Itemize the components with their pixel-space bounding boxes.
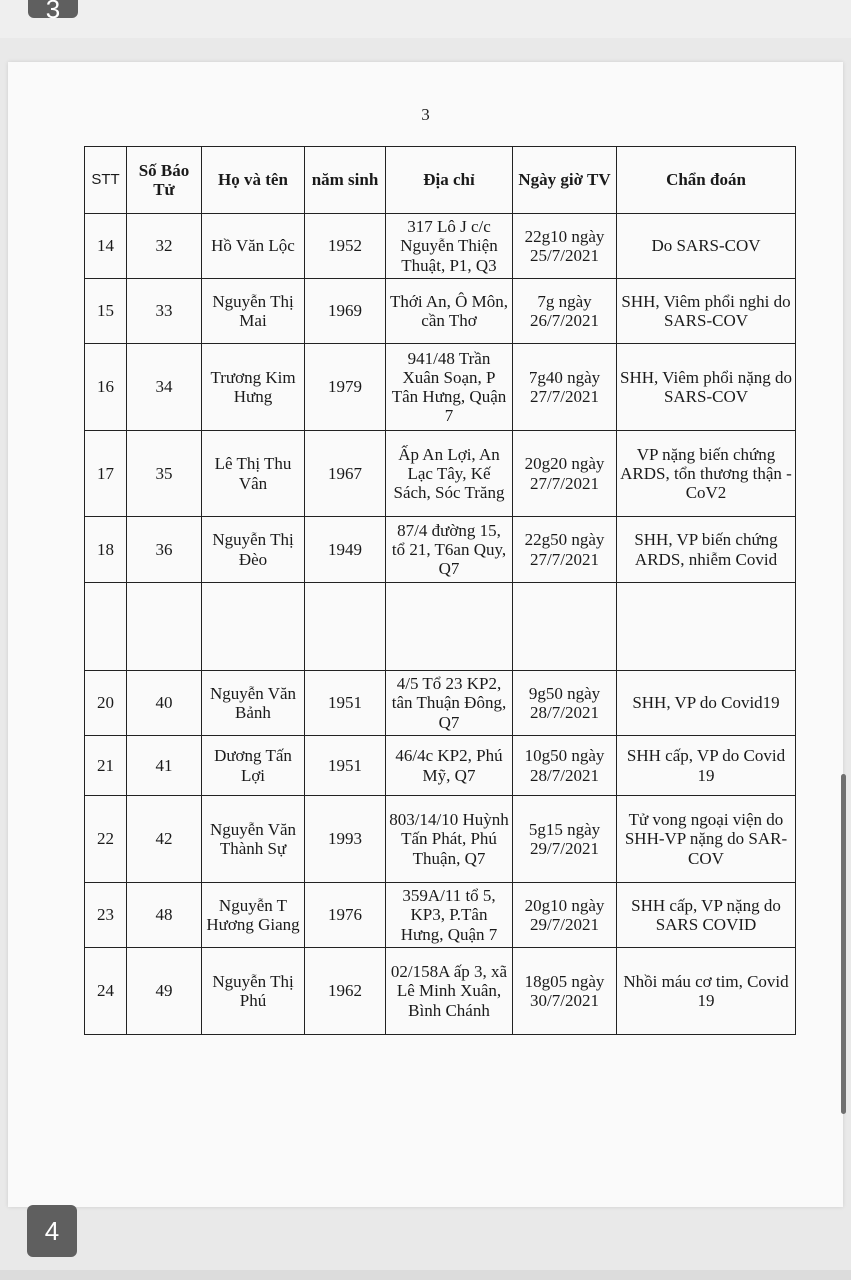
header-so-bao-tu: Số Báo Tử <box>127 147 202 214</box>
cell-stt: 18 <box>85 517 127 583</box>
table-body <box>85 214 796 1035</box>
cell-stt: 15 <box>85 279 127 344</box>
cell-ho-ten: Dương Tấn Lợi <box>202 736 305 796</box>
table-row <box>85 583 796 671</box>
cell-dia-chi: 359A/11 tổ 5, KP3, P.Tân Hưng, Quận 7 <box>386 883 513 948</box>
cell-chan-doan: VP nặng biến chứng ARDS, tổn thương thận - CoV2 <box>617 431 796 517</box>
cell-so-bao-tu: 48 <box>127 883 202 948</box>
table-header-row <box>85 147 796 214</box>
cell-chan-doan: SHH, VP do Covid19 <box>617 671 796 736</box>
cell-ngay-gio: 22g50 ngày 27/7/2021 <box>513 517 617 583</box>
cell-so-bao-tu: 36 <box>127 517 202 583</box>
table-row <box>85 671 796 736</box>
cell-dia-chi: Ấp An Lợi, An Lạc Tây, Kế Sách, Sóc Trăng <box>386 431 513 517</box>
cell-ngay-gio: 20g20 ngày 27/7/2021 <box>513 431 617 517</box>
cell-so-bao-tu: 32 <box>127 214 202 279</box>
table-row <box>85 279 796 344</box>
page-badge[interactable]: 4 <box>27 1205 77 1257</box>
table-row <box>85 883 796 948</box>
cell-nam-sinh: 1976 <box>305 883 386 948</box>
cell-nam-sinh: 1951 <box>305 671 386 736</box>
cell-stt <box>85 583 127 671</box>
cell-ngay-gio: 5g15 ngày 29/7/2021 <box>513 796 617 883</box>
cell-so-bao-tu <box>127 583 202 671</box>
header-chan-doan: Chẩn đoán <box>617 147 796 214</box>
cell-ngay-gio: 20g10 ngày 29/7/2021 <box>513 883 617 948</box>
cell-stt: 20 <box>85 671 127 736</box>
table-row <box>85 517 796 583</box>
page-number: 3 <box>421 105 430 124</box>
cell-stt: 22 <box>85 796 127 883</box>
header-dia-chi: Địa chỉ <box>386 147 513 214</box>
cell-so-bao-tu: 35 <box>127 431 202 517</box>
cell-ngay-gio: 18g05 ngày 30/7/2021 <box>513 948 617 1035</box>
header-stt: STT <box>85 147 127 214</box>
cell-ngay-gio: 9g50 ngày 28/7/2021 <box>513 671 617 736</box>
cell-so-bao-tu: 34 <box>127 344 202 431</box>
cell-chan-doan: SHH, Viêm phổi nặng do SARS-COV <box>617 344 796 431</box>
cell-ho-ten: Nguyễn Thị Đèo <box>202 517 305 583</box>
cell-chan-doan: SHH cấp, VP nặng do SARS COVID <box>617 883 796 948</box>
header-ho-ten: Họ và tên <box>202 147 305 214</box>
cell-chan-doan: Tử vong ngoại viện do SHH-VP nặng do SAR-COV <box>617 796 796 883</box>
cell-nam-sinh: 1969 <box>305 279 386 344</box>
cell-nam-sinh: 1951 <box>305 736 386 796</box>
cell-so-bao-tu: 41 <box>127 736 202 796</box>
cell-ho-ten: Hồ Văn Lộc <box>202 214 305 279</box>
cell-ngay-gio: 10g50 ngày 28/7/2021 <box>513 736 617 796</box>
cell-nam-sinh <box>305 583 386 671</box>
cell-chan-doan: Nhồi máu cơ tim, Covid 19 <box>617 948 796 1035</box>
cell-so-bao-tu: 40 <box>127 671 202 736</box>
previous-page-badge[interactable]: 3 <box>28 0 78 18</box>
cell-ngay-gio: 7g40 ngày 27/7/2021 <box>513 344 617 431</box>
cell-ho-ten: Nguyễn Thị Phú <box>202 948 305 1035</box>
table-row <box>85 344 796 431</box>
cell-stt: 23 <box>85 883 127 948</box>
cell-so-bao-tu: 42 <box>127 796 202 883</box>
cell-ho-ten: Nguyễn Văn Bảnh <box>202 671 305 736</box>
cell-so-bao-tu: 33 <box>127 279 202 344</box>
table-row <box>85 431 796 517</box>
cell-dia-chi: 941/48 Trần Xuân Soạn, P Tân Hưng, Quận 7 <box>386 344 513 431</box>
cell-chan-doan: Do SARS-COV <box>617 214 796 279</box>
cell-dia-chi: 87/4 đường 15, tổ 21, T6an Quy, Q7 <box>386 517 513 583</box>
cell-dia-chi: 02/158A ấp 3, xã Lê Minh Xuân, Bình Chánh <box>386 948 513 1035</box>
cell-ho-ten: Nguyễn T Hương Giang <box>202 883 305 948</box>
cell-ho-ten: Lê Thị Thu Vân <box>202 431 305 517</box>
cell-dia-chi: 46/4c KP2, Phú Mỹ, Q7 <box>386 736 513 796</box>
cell-ho-ten <box>202 583 305 671</box>
table-row <box>85 796 796 883</box>
table-row <box>85 214 796 279</box>
cell-chan-doan: SHH, VP biến chứng ARDS, nhiễm Covid <box>617 517 796 583</box>
cell-chan-doan <box>617 583 796 671</box>
vertical-scrollbar[interactable] <box>841 774 846 1114</box>
cell-stt: 14 <box>85 214 127 279</box>
cell-stt: 24 <box>85 948 127 1035</box>
death-records-table <box>84 146 796 1035</box>
viewer-top-strip <box>0 0 851 38</box>
cell-ho-ten: Trương Kim Hưng <box>202 344 305 431</box>
cell-ngay-gio: 7g ngày 26/7/2021 <box>513 279 617 344</box>
cell-dia-chi: Thới An, Ô Môn, cần Thơ <box>386 279 513 344</box>
cell-nam-sinh: 1967 <box>305 431 386 517</box>
cell-so-bao-tu: 49 <box>127 948 202 1035</box>
cell-nam-sinh: 1949 <box>305 517 386 583</box>
table-row <box>85 948 796 1035</box>
cell-stt: 16 <box>85 344 127 431</box>
table-row <box>85 736 796 796</box>
cell-stt: 21 <box>85 736 127 796</box>
cell-dia-chi <box>386 583 513 671</box>
cell-ngay-gio: 22g10 ngày 25/7/2021 <box>513 214 617 279</box>
viewer-bottom-strip <box>0 1270 851 1280</box>
header-ngay-gio: Ngày giờ TV <box>513 147 617 214</box>
cell-chan-doan: SHH cấp, VP do Covid 19 <box>617 736 796 796</box>
cell-stt: 17 <box>85 431 127 517</box>
cell-nam-sinh: 1993 <box>305 796 386 883</box>
header-nam-sinh: năm sinh <box>305 147 386 214</box>
cell-dia-chi: 803/14/10 Huỳnh Tấn Phát, Phú Thuận, Q7 <box>386 796 513 883</box>
cell-nam-sinh: 1979 <box>305 344 386 431</box>
cell-ho-ten: Nguyễn Văn Thành Sự <box>202 796 305 883</box>
cell-chan-doan: SHH, Viêm phổi nghi do SARS-COV <box>617 279 796 344</box>
cell-nam-sinh: 1962 <box>305 948 386 1035</box>
cell-ho-ten: Nguyễn Thị Mai <box>202 279 305 344</box>
cell-dia-chi: 4/5 Tổ 23 KP2, tân Thuận Đông, Q7 <box>386 671 513 736</box>
cell-dia-chi: 317 Lô J c/c Nguyễn Thiện Thuật, P1, Q3 <box>386 214 513 279</box>
cell-nam-sinh: 1952 <box>305 214 386 279</box>
cell-ngay-gio <box>513 583 617 671</box>
